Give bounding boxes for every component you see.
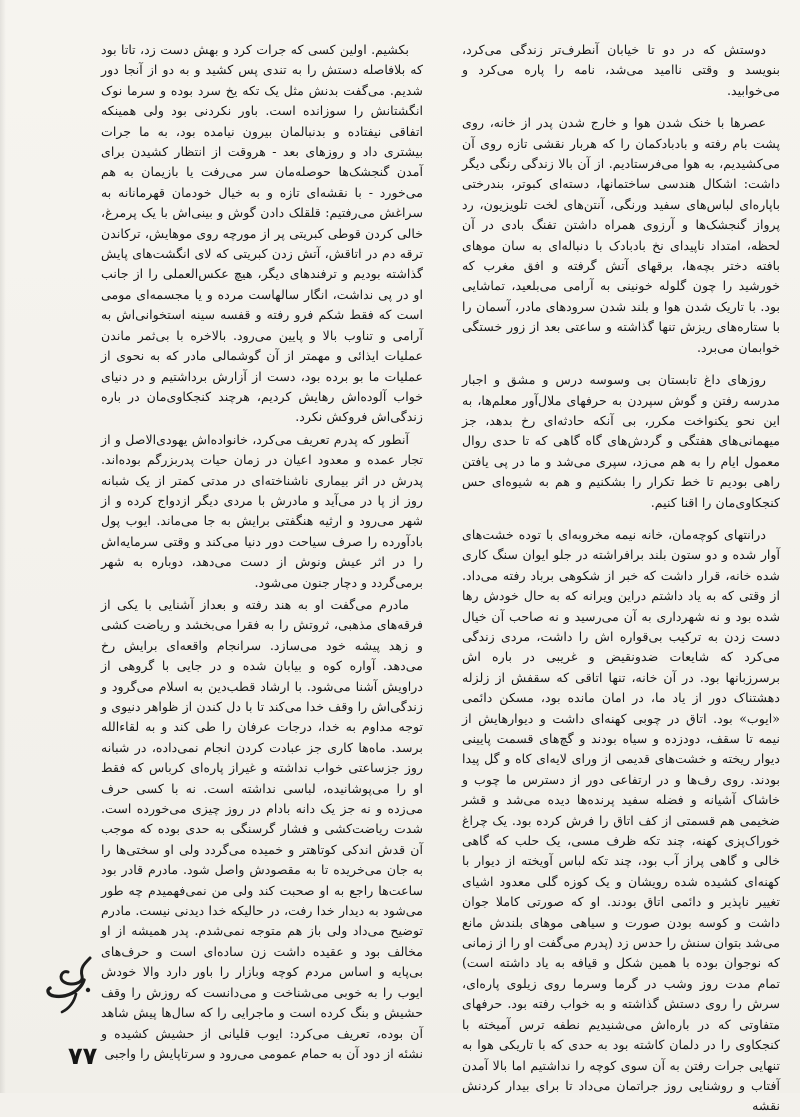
left-paragraph-1: بکشیم. اولین کسی که جرات کرد و بهش دست زد، تاتا بود که بلافاصله دستش را به تندی پس کشید و به دو از آنجا دور شدیم. می‌گفت بدنش مثل یک تکه یخ سرد بوده و سرما نوک انگشتانش را سوزانده است. باور نکردنی بود ولی همینکه اتفاقی نیفتاده و بدنبالمان بیرون نیامده بود، به ما جرات بیشتری داد و روزهای بعد - هروقت از انتظار کشیدن برای آمدن گنجشک‌ها حوصله‌مان سر می‌رفت یا بازیمان به هم می‌خورد - با نقشه‌ای تازه و به خیال خودمان قهرمانانه به سراغش می‌رفتیم: قلقلک دادن گوش و بینی‌اش با یک پرمرغ، خالی کردن قوطی کبریتی پر از مورچه روی موهایش، ترکاندن ترقه دم در اتاقش، آتش زدن کبریتی که لای انگشت‌های پایش گذاشته بودیم و ترفندهای دیگر، هیچ عکس‌العملی را از جانب او در پی نداشت، انگار سالهاست مرده و یا مجسمه‌ای مومی است که فقط شکم فرو رفته و قفسه سینه استخوانی‌اش به آرامی و تناوب بالا و پایین می‌رود. بالاخره با بی‌ثمر ماندن عملیات ایذائی و مهمتر از آن گوشمالی مادر که به نحوی از عملیات ما بو برده بود، دست از آزارش برداشتیم و در دنیای خواب آلوده‌اش رهایش کردیم، هرچند کنجکاوی‌مان در باره زندگی‌اش فروکش نکرد.	[101, 42, 424, 425]
right-text-column	[462, 40, 780, 1114]
right-paragraph-1: دوستش که در دو تا خیابان آنطرف‌تر زندگی می‌کرد، بنویسد و وقتی ناامید می‌شد، نامه را پاره می‌کرد و می‌خوابید.	[462, 42, 780, 98]
left-paragraph-2: آنطور که پدرم تعریف می‌کرد، خانواده‌اش یهودی‌الاصل و از تجار عمده و معدود اعیان در زمان حیات پدربزرگم بوده‌اند. پدرش در اثر بیماری ناشناخته‌ای در مدتی کمتر از یک شبانه روز از پا در می‌آید و مادرش با مردی دیگر ازدواج کرده و از شهر می‌رود و ارثیه هنگفتی برایش به جا می‌ماند. ایوب پول بادآورده را صرف سیاحت دور دنیا می‌کند و وقتی سرمایه‌اش را در اثر عیش ونوش از دست می‌دهد، دوباره به شهر برمی‌گردد و دچار جنون می‌شود.	[101, 431, 423, 590]
page-number: ۷۷	[68, 1042, 98, 1070]
right-paragraph-4: درانتهای کوچه‌مان، خانه نیمه مخروبه‌ای با توده خشت‌های آوار شده و دو ستون بلند برافراشته در جلو ایوان سنگ کاری شده خانه، قرار داشت که خبر از شکوهی برباد رفته می‌داد. از وقتی که به یاد داشتم دراین ویرانه که به حال خودش رها شده بود و نه شهرداری به آن می‌رسید و نه صاحب آن خیال دست زدن به ترکیب بی‌قواره اش را داشت، مردی زندگی می‌کرد که شایعات ضدونقیض و غریبی در باره اش برسرزبانها بود. در آن خانه، تنها اتاقی که سقفش از زلزله دهشتناک دور از یاد ما، در امان مانده بود، مسکن دائمی «ایوب» بود. اتاق در چوبی کهنه‌ای داشت و دیوارهایش از نیمه تا سقف، دودزده و سیاه بودند و گچ‌های قسمت پایینی دیوار ریخته و خشت‌های قدیمی از ورای لایه‌ای کاه و گل پیدا بودند. روی رف‌ها و در ارتفاعی دور از دسترس ما چوب و خاشاک آشیانه و فضله سفید پرنده‌ها دیده می‌شد و قشر ضخیمی هم قسمتی از کف اتاق را فرش کرده بود. یک چراغ خوراک‌پزی کهنه، چند تکه ظرف مسی، یک حلب که گاهی خالی و گاهی پراز آب بود، چند تکه لباس آویخته از دیوار با کهنه‌ای کشیده شده رویشان و یک کوزه گلی معدود اشیای تغییر ناپذیر و دائمی اتاق بودند. او که صورتی کاملا جوان داشت و کوسه بودن صورت و سیاهی موهای بلندش مانع می‌شد بتوان سنش را حدس زد (پدرم می‌گفت او را از زمانی که نوجوان بوده با همین شکل و قیافه به یاد داشته است) تمام مدت روز وشب در گرما وسرما روی زیلوی پاره‌ای، سرش را روی دستش گذاشته و به خواب رفته بود. حرفهای متفاوتی که در باره‌اش می‌شنیدیم نطفه ترس آمیخته با کنجکاوی را در دلمان کاشته بود به حدی که با تاریکی هوا به تنهایی جرات رفتن به آن سوی کوچه را نداشتیم اما بالا آمدن آفتاب و روشنایی روز جراتمان می‌داد تا برای بیدار کردنش نقشه	[462, 526, 780, 1114]
right-paragraph-2: عصرها با خنک شدن هوا و خارج شدن پدر از خانه، روی پشت بام رفته و بادبادکمان را که هربار نقشی تازه روی آن می‌کشیدیم، به هوا می‌فرستادیم. از آن بالا زندگی رنگی دیگر داشت: اشکال هندسی ساختمانها، دسته‌ای کبوتر، بندرختی باپاره‌ای لباس‌های سفید ورنگی، آنتن‌های لخت تلویزیون، رد پرواز گنجشک‌ها و آرزوی همراه داشتن تفنگ بادی در آن لحظه، امتداد ناپیدای نخ بادبادک با دنباله‌ای به سان موهای بافته دختر بچه‌ها، برقهای آتش گرفته و افق مغرب که خورشید را چون گلوله خونینی به آرامی می‌بلعید، تماشایی بود. با تاریک شدن هوا و بلند شدن سرودهای مادر، آسمان را با ستاره‌های ریزش تنها گذاشته و ساعتی بعد از زور خستگی خوابمان می‌برد.	[462, 115, 780, 355]
page-fold-shadow	[0, 0, 6, 1093]
left-text-column	[101, 40, 424, 1061]
logo-dot	[86, 988, 90, 992]
right-paragraph-3: روزهای داغ تابستان بی وسوسه درس و مشق و اجبار مدرسه رفتن و گوش سپردن به حرفهای ملال‌آور معلم‌ها، به این نحو یکنواخت مکرر، بی آنکه حادثه‌ای رخ بدهد، جز میهمانی‌های هفتگی و گردش‌های گاه گاهی که تا حدی روال معمول ایام را به هم می‌زد، سپری می‌شد و ما در پی یافتن راهی بودیم تا خط تکرار را بشکنیم و هم به شیوه‌ای حس کنجکاوی‌مان را اقنا کنیم.	[462, 372, 780, 510]
left-paragraph-3: مادرم می‌گفت او به هند رفته و بعداز آشنایی با یکی از فرقه‌های مذهبی، ثروتش را به فقرا می‌بخشد و ریاضت کشی و زهد پیشه خود می‌سازد. سرانجام واقعه‌ای برایش رخ می‌دهد. آواره کوه و بیابان شده و در جایی با گروهی از دراویش آشنا می‌شود. با ارشاد قطب‌دین به اسلام می‌گرود و زندگی‌اش را وقف خدا می‌کند تا با دل کندن از ظواهر دنیوی و توجه مداوم به خدا، درجات عرفان را طی کند و به لقاءالله برسد. ماه‌ها کاری جز عبادت کردن انجام نمی‌داده، در شبانه روز جزساعتی خواب نداشته و غیراز پاره‌ای کرباس که فقط او را می‌پوشانیده، لباسی نداشته است. نه با کسی حرف می‌زده و نه جز یک دانه بادام در روز چیزی می‌خورده است. شدت ریاضت‌کشی و فشار گرسنگی به حدی بوده که موجب آن قدش اندکی کوتاهتر و خمیده می‌گردد ولی او سختی‌ها را به جان می‌خریده تا به مقصودش واصل شود. مادرم قادر بود ساعت‌ها راجع به او صحبت کند ولی من نمی‌فهمیدم چه طور می‌شود به دیدار خدا رفت، در حالیکه خدا دیدنی نیست. مادرم توضیح می‌داد ولی باز هم متوجه نمی‌شدم. پدر همیشه از او مخالف بود و عقیده داشت زن ساده‌ای است و حرف‌های بی‌پایه و اساس مردم کوچه وبازار را باور دارد والا خودش ایوب را به خوبی می‌شناخت و می‌دانست که روزش را وقف حشیش و بنگ کرده است و ماجرایی را که سال‌ها پیش شاهد آن بوده، تعریف می‌کرد: ایوب قلیانی از حشیش کشیده و نشئه از دود آن به حمام عمومی می‌رود و سرتاپایش را واجبی	[101, 596, 423, 1061]
kerman-calligraphy-logo	[40, 950, 100, 1020]
